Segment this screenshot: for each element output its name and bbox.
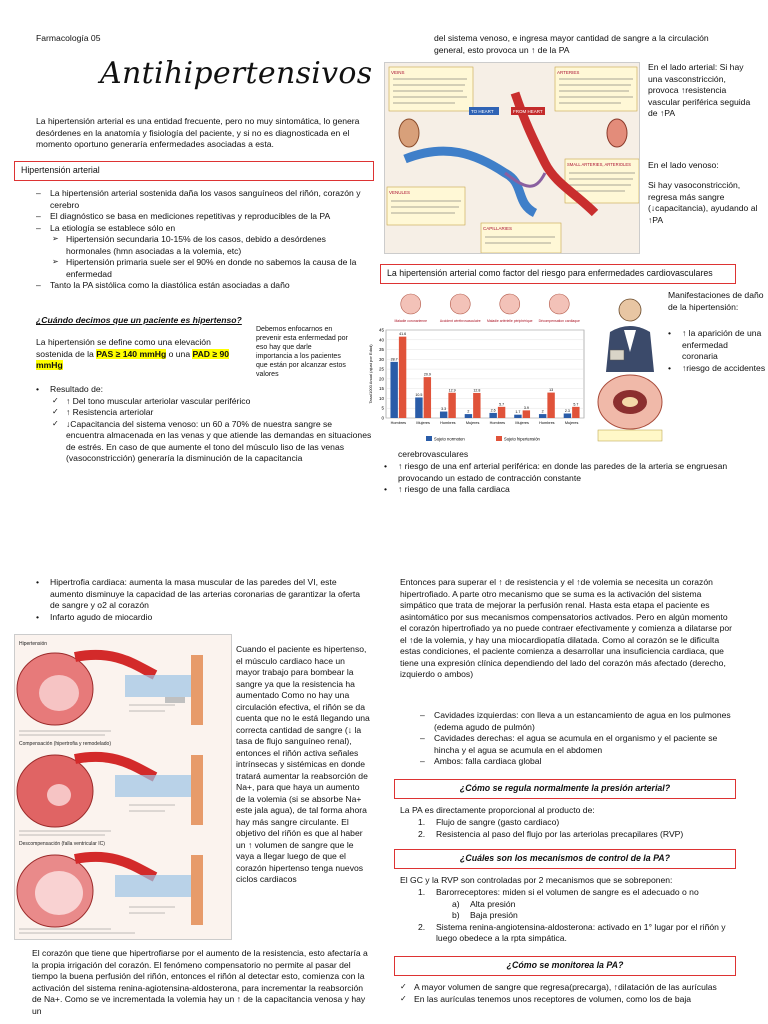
heart-explanation: Cuando el paciente es hipertenso, el músculo cardiaco hace un mayor trabajo para bombear la sangre ya que la resistencia ha aumentado Como no hay una circulación efectiva, el riñón se da cuenta que no le está llegando una correcta cantidad de sangre (↓ la tasa de flujo sanguíneo renal), entonces el riñón activa señales intrínsecas y sistémicas en donde tratará aumentar la reabsorción de Na+, para que haya un aumento de la volemia (si se absorbe Na+ este jala agua), de tal forma ahora hay más sangre circulante. El objetivo del riñón es que al haber un ↑ volumen de sangre que le vaya a llegar luego de que el corazón hipertenso tenga nuevos ciclos cardiacos <box>236 644 370 885</box>
section-header-hipertension: Hipertensión arterial <box>14 161 374 181</box>
organ-icon <box>500 294 520 314</box>
group-label: Maladie artérielle périphérique <box>486 319 533 323</box>
list-item: – Cavidades izquierdas: con lleva a un estancamiento de agua en los pulmones (edema agudo de pulmón) <box>420 710 736 733</box>
risk-chart <box>366 290 588 446</box>
bar <box>523 410 530 418</box>
bar <box>390 362 397 418</box>
list-item: 1. Barorreceptores: miden si el volumen de sangre es el adecuado o no <box>418 887 699 897</box>
data-label: 41.6 <box>399 332 407 337</box>
list-item: – Ambos: falla cardiaca global <box>420 756 736 768</box>
bar <box>489 413 496 418</box>
bar <box>514 415 521 418</box>
list-item: – Tanto la PA sistólica como la diastólica están asociadas a daño <box>36 280 372 292</box>
intro-paragraph: La hipertensión arterial es una entidad frecuente, pero no muy sintomática, lo genera desórdenes en la anatomía y fisiología del paciente, y si no es diagnosticada en el momento oportuno generaría enfermedades asociadas a esta. <box>36 116 360 150</box>
bar <box>572 407 579 418</box>
legend-swatch <box>426 436 432 441</box>
y-tick-label: 15 <box>378 386 384 392</box>
legend-label: Sujeto hipertensión <box>504 436 540 442</box>
list-item: • ↑ riesgo de una falla cardiaca <box>384 484 736 496</box>
venules-label: VENULES <box>389 190 411 195</box>
question-mecanismos: ¿Cuáles son los mecanismos de control de la PA? <box>394 849 736 869</box>
bar <box>415 397 422 418</box>
definition-text: La hipertensión se define como una elevación sostenida de la <box>36 337 211 359</box>
list-item: • ↑riesgo de accidentes <box>668 363 766 375</box>
y-tick-label: 40 <box>378 337 384 343</box>
list-item: – El diagnóstico se basa en mediciones repetitivas y reproducibles de la PA <box>36 211 372 223</box>
list-item: a) Alta presión <box>452 898 516 909</box>
definition-paragraph <box>36 337 241 372</box>
data-label: 3.3 <box>441 407 447 412</box>
bottom-left-list <box>36 577 366 623</box>
bar <box>539 414 546 418</box>
x-tick-label: Hombres <box>440 421 456 425</box>
pas-threshold: PAS ≥ 140 mmHg <box>96 348 167 359</box>
list-item: ✓ En las aurículas tenemos unos receptores de volumen, como los de baja <box>400 994 736 1006</box>
risk-chart-svg <box>366 290 588 446</box>
data-label: 28.7 <box>390 357 398 362</box>
small-arteries-label: SMALL ARTERIES, ARTERIOLES <box>567 162 631 167</box>
data-label: 3.9 <box>523 405 529 410</box>
legend-label: Sujeto normoten <box>434 436 465 442</box>
data-label: 2 <box>541 409 544 414</box>
organ-icon <box>401 294 421 314</box>
monitorea-list <box>400 982 736 1005</box>
to-heart-label: TO HEART <box>471 109 494 114</box>
list-item: ✓ ↑ Del tono muscular arteriolar vascular periférico <box>52 396 372 408</box>
veins-label: VEINS <box>391 70 405 75</box>
from-heart-label: FROM HEART <box>513 109 543 114</box>
bar <box>440 412 447 418</box>
data-label: 12.9 <box>448 388 456 393</box>
capillaries-label: CAPILLARIES <box>483 226 513 231</box>
bar <box>448 393 455 418</box>
data-label: 1.7 <box>515 410 521 415</box>
vessel-diagram <box>384 62 640 254</box>
list-item: 2. Resistencia al paso del flujo por las arteriolas precapilares (RVP) <box>418 828 684 839</box>
y-tick-label: 35 <box>378 347 384 353</box>
pad-threshold: PAD ≥ 90 mmHg <box>36 348 230 371</box>
definition-text: o una <box>166 348 193 359</box>
page-title: Antihipertensivos <box>100 56 373 91</box>
group-label: Accident cérébrovasculaire <box>439 319 481 323</box>
diagram-heading: Hipertensión <box>19 641 48 647</box>
y-tick-label: 10 <box>378 395 384 401</box>
list-item: • ↑ la aparición de una enfermedad coronaria <box>668 328 766 363</box>
venous-side-text: Si hay vasoconstricción, regresa más sangre (↓capacitancia), ayudando al ↑PA <box>648 180 758 225</box>
arterial-side-text: En el lado arterial: Si hay una vasconstricción, provoca ↑resistencia vascular periférica seguida de ↑PA <box>648 62 751 119</box>
list-item: ✓ A mayor volumen de sangre que regresa(precarga), ↑dilatación de las aurículas <box>400 982 736 994</box>
y-tick-label: 30 <box>378 356 384 362</box>
cavidades-list <box>420 710 736 768</box>
bar <box>424 377 431 418</box>
organ-icon <box>450 294 470 314</box>
data-label: 13 <box>549 388 554 393</box>
y-tick-label: 0 <box>381 415 384 421</box>
x-tick-label: Mujeres <box>564 421 579 425</box>
list-item: • Infarto agudo de miocardio <box>36 612 366 624</box>
data-label: 10.5 <box>415 392 423 397</box>
mecanismos-text: El GC y la RVP son controladas por 2 mecanismos que se sobreponen: <box>400 875 673 885</box>
y-tick-label: 25 <box>378 366 384 372</box>
side-note: Debemos enfocarnos en prevenir esta enfermedad por eso hay que darle importancia a los pacientes que están por alcanzar estos valores <box>256 326 348 379</box>
list-item: ✓ ↓Capacitancia del sistema venoso: un 60 a 70% de nuestra sangre se encuentra almacenada en las venas y que atiende las demandas en situaciones de estrés. En caso de que aumente el tono del músculo liso de las venas (vasoconstricción) generaría la disminución de la capacitancia <box>52 419 372 465</box>
x-tick-label: Hombres <box>539 421 555 425</box>
heart-bottom-paragraph: El corazón que tiene que hipertrofiarse por el aumento de la resistencia, esto afectaría a la propia irrigación del corazón. El fenómeno compensatorio no permite al pasar del tiempo la buena perfusión del riñón, entonces el riñón al detectar esto, comienza con la activación del sistema renina-agiotensina-aldosterona, para incrementar la reabsorción de Na+. Como se ve incrementada la volemia hay un ↑ de la capacitancia venosa y hay un <box>32 948 368 1016</box>
y-tick-label: 5 <box>381 405 384 411</box>
manifest-more-list <box>384 461 736 496</box>
list-item: – La hipertensión arterial sostenida daña los vasos sanguíneos del riñón, corazón y cerebro <box>36 188 372 211</box>
bar <box>498 407 505 418</box>
y-axis-label: Tasa/1000 Anual (ajust por Edad) <box>368 344 373 404</box>
data-label: 5.7 <box>499 402 505 407</box>
mecanismos-list <box>418 887 738 945</box>
list-item: 2. Sistema renina-angiotensina-aldosterona: activado en 1° lugar por el riñón y luego obedece a la rpta simpática. <box>418 921 726 944</box>
resultado-list <box>36 384 372 465</box>
insuficiencia-paragraph: Entonces para superar el ↑ de resistencia y el ↑de volemia se necesita un corazón hipertrofiado. A parte otro mecanismo que se suma es la activación del sistema simpático que trata de mejorar la perfusión renal. Hasta esta etapa el paciente es asintomático por sus mecanismos compensatorios activados. Pero en algún momento el corazón hipertrofiado ya no puede contraer efectivamente y comienza a dilatarse por el ↑de la volemia, y hay una miocardiopatía dilatada. Como al corazón se le dificulta estas condiciones, el paciente comienza a desarrollar una insuficiencia cardiaca, que tiene una expresión clínica dependiendo del lado del corazón más afectado (derecho, izquierdo o ambos) <box>400 577 733 680</box>
group-label: Maladie coronarienne <box>394 319 428 323</box>
data-label: 12.8 <box>473 388 481 393</box>
section-header-riesgo: La hipertensión arterial como factor del riesgo para enfermedades cardiovasculares <box>380 264 736 284</box>
list-item: • ↑ riesgo de una enf arterial periférica: en donde las paredes de la arteria se engruesan provocando un estado de contracción constante <box>384 461 736 484</box>
x-tick-label: Hombres <box>489 421 506 425</box>
diagram-heading: Descompensación (falla ventricular IC) <box>19 841 105 847</box>
artery-cross-section <box>596 372 664 442</box>
list-item: – Cavidades derechas: el agua se acumula en el organismo y el paciente se hincha y el agua se acumula en el abdomen <box>420 733 736 756</box>
venous-side-label: En el lado venoso: <box>648 160 719 170</box>
list-item: b) Baja presión <box>452 910 518 921</box>
data-label: 2 <box>467 409 470 414</box>
y-tick-label: 20 <box>378 376 384 382</box>
legend-swatch <box>496 436 502 441</box>
list-item: ➢ Hipertensión primaria suele ser el 90% en donde no sabemos la causa de la enfermedad <box>52 257 372 280</box>
manifest-title: Manifestaciones de daño de la hipertensión: <box>668 290 764 312</box>
arteries-label: ARTERIES <box>557 70 580 75</box>
manifest-continued: cerebrovasculares <box>398 449 469 459</box>
question-hipertenso: ¿Cuándo decimos que un paciente es hipertenso? <box>36 315 242 325</box>
list-item: • Resultado de: <box>36 384 372 396</box>
x-tick-label: Mujeres <box>515 421 529 425</box>
bar <box>465 414 472 418</box>
continued-paragraph: del sistema venoso, e ingresa mayor cantidad de sangre a la circulación general, esto provoca un ↑ de la PA <box>434 33 709 55</box>
list-item: – La etiología se establece sólo en <box>36 223 372 235</box>
bar <box>399 337 406 418</box>
document-label: Farmacología 05 <box>36 33 101 43</box>
bar <box>473 393 480 418</box>
bar <box>564 414 571 418</box>
regula-list <box>418 817 738 840</box>
heart-remodeling-diagram <box>14 634 232 940</box>
list-item: ✓ ↑ Resistencia arteriolar <box>52 407 372 419</box>
data-label: 2.3 <box>564 409 570 414</box>
data-label: 2.6 <box>490 408 496 413</box>
x-tick-label: Mujeres <box>416 421 430 425</box>
diagram-heading: Compensación (hipertrofia y remodelado) <box>19 741 111 747</box>
bar <box>547 393 554 418</box>
doctor-illustration <box>596 290 662 372</box>
hta-list <box>36 188 372 292</box>
list-item: ➢ Hipertensión secundaria 10-15% de los casos, debido a desórdenes hormonales (hmn asociadas a la volemia, etc) <box>52 234 372 257</box>
x-tick-label: Hombres <box>390 421 407 425</box>
regula-text: La PA es directamente proporcional al producto de: <box>400 805 595 815</box>
question-regula: ¿Cómo se regula normalmente la presión arterial? <box>394 779 736 799</box>
data-label: 5.7 <box>573 402 579 407</box>
organ-icon <box>549 294 569 314</box>
list-item: • Hipertrofia cardiaca: aumenta la masa muscular de las paredes del VI, este aumento disminuye la capacidad de las arterias coronarias de garantizar la oferta de sangre y o2 al corazón <box>36 577 366 612</box>
y-tick-label: 45 <box>378 327 384 333</box>
question-monitorea: ¿Cómo se monitorea la PA? <box>394 956 736 976</box>
data-label: 20.9 <box>423 372 431 377</box>
list-item: 1. Flujo de sangre (gasto cardiaco) <box>418 817 560 827</box>
vessel-diagram-svg <box>385 63 640 254</box>
manifest-list <box>668 328 766 374</box>
x-tick-label: Mujeres <box>465 421 480 425</box>
group-label: Décompensation cardiaque <box>538 319 580 323</box>
